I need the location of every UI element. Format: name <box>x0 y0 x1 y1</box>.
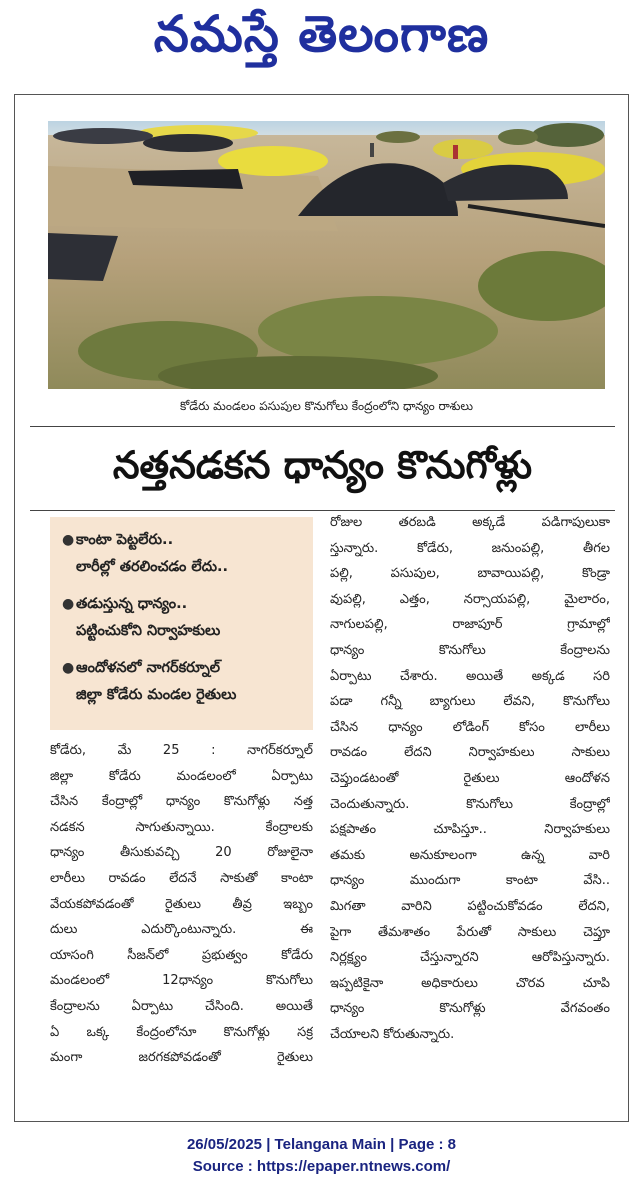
bullet-icon: ● <box>62 532 75 548</box>
highlight-item <box>62 655 307 709</box>
text-line: పడా గన్నీ బ్యాగులు లేవని, కొనుగోలు <box>330 694 610 710</box>
article-headline: నత్తనడకన ధాన్యం కొనుగోళ్లు <box>112 443 533 487</box>
text-line: ఇప్పటికైనా అధికారులు చొరవ చూపి <box>330 975 610 991</box>
text-line: మంగా జరగకపోవడంతో రైతులు <box>50 1050 313 1066</box>
text-line: ధాన్యం ముందుగా కాంటా వేసి.. <box>330 873 610 889</box>
text-line: జిల్లా కోడేరు మండలంలో ఏర్పాటు <box>50 768 313 784</box>
divider-top <box>30 426 615 427</box>
text-line: ధాన్యం కొనుగోళ్లు వేగవంతం <box>330 1001 610 1017</box>
text-line: దులు ఎదుర్కొంటున్నారు. ఈ <box>50 922 313 938</box>
text-line: చేయాలని కోరుతున్నారు. <box>330 1026 455 1042</box>
footer <box>0 1134 643 1178</box>
text-line: చేసిన ధాన్యం లోడింగ్ కోసం లారీలు <box>330 719 610 735</box>
text-line: పైగా తేమశాతం పేరుతో సాకులు చెప్తూ <box>330 924 610 940</box>
text-line: మండలంలో 12ధాన్యం కొనుగోలు <box>50 973 313 989</box>
news-photo <box>48 121 605 389</box>
highlight-line: జిల్లా కోడేరు మండల రైతులు <box>76 687 237 703</box>
text-line: పల్లి, పసుపుల, బావాయిపల్లి, కొండ్రా <box>330 566 610 582</box>
text-line: నిర్లక్ష్యం చేస్తున్నారని ఆరోపిస్తున్నారు. <box>330 950 610 966</box>
bullet-icon: ● <box>62 660 75 676</box>
text-line: రావడం లేదని నిర్వాహకులు సాకులు <box>330 745 610 761</box>
text-line: ధాన్యం తీసుకువచ్చి 20 రోజులైనా <box>50 845 313 861</box>
highlight-line: లారీల్లో తరలించడం లేదు.. <box>76 559 228 575</box>
text-line: యాసంగి సీజన్‌లో ప్రభుత్వం కోడేరు <box>50 947 313 963</box>
masthead-title: నమస్తే తెలంగాణ <box>153 4 490 63</box>
text-line: ధాన్యం కొనుగోలు కేంద్రాలను <box>330 642 610 658</box>
bullet-icon: ● <box>62 596 75 612</box>
text-line: కోడేరు, మే 25 : నాగర్‌కర్నూల్ <box>50 743 313 758</box>
text-line: ఏర్పాటు చేశారు. అయితే అక్కడ సరి <box>330 668 610 684</box>
footer-date-page: 26/05/2025 | Telangana Main | Page : 8 <box>186 1136 457 1153</box>
text-line: వుపల్లి, ఎత్తం, నర్సాయపల్లి, మైలారం, <box>330 591 610 607</box>
highlight-line: ఆందోళనలో నాగర్‌కర్నూల్ <box>76 660 221 676</box>
footer-source: Source : https://epaper.ntnews.com/ <box>192 1158 451 1175</box>
article-column-right <box>330 510 610 1047</box>
highlight-line: తడుస్తున్న ధాన్యం.. <box>76 596 188 612</box>
highlight-item <box>62 591 307 645</box>
text-line: కేంద్రాలను ఏర్పాటు చేసింది. అయితే <box>50 998 313 1014</box>
text-line: చెప్తుండటంతో రైతులు ఆందోళన <box>330 770 610 786</box>
text-line: రోజుల తరబడి అక్కడే పడిగాపులుకా <box>330 515 610 530</box>
text-line: స్తున్నారు. కోడేరు, జనుంపల్లి, తీగల <box>330 540 610 556</box>
text-line: లారీలు రావడం లేదనే సాకుతో కాంటా <box>50 870 313 886</box>
text-line: వేయకపోవడంతో రైతులు తీవ్ర ఇబ్బం <box>50 896 313 912</box>
grain-heaps-image <box>48 121 605 389</box>
text-line: పక్షపాతం చూపిస్తూ.. నిర్వాహకులు <box>330 822 610 838</box>
text-line: చెందుతున్నారు. కొనుగోలు కేంద్రాల్లో <box>330 796 610 812</box>
text-line: నాగులపల్లి, రాజాపూర్ గ్రామాల్లో <box>330 617 610 633</box>
highlight-line: పట్టించుకోని నిర్వాహకులు <box>76 623 221 639</box>
article-column-left <box>50 738 313 1071</box>
text-line: మిగతా వారిని పట్టించుకోవడం లేదని, <box>330 898 610 914</box>
text-line: చేసిన కేంద్రాల్లో ధాన్యం కొనుగోళ్లు నత్త <box>50 794 313 810</box>
text-line: ఏ ఒక్క కేంద్రంలోనూ కొనుగోళ్లు సక్ర <box>50 1024 313 1040</box>
highlights-box <box>50 517 313 730</box>
text-line: తమకు అనుకూలంగా ఉన్న వారి <box>330 847 610 863</box>
text-line: నడకన సాగుతున్నాయి. కేంద్రాలకు <box>50 819 313 835</box>
highlight-line: కాంటా పెట్టలేరు.. <box>76 532 174 548</box>
highlight-item <box>62 527 307 581</box>
photo-caption: కోడేరు మండలం పసుపుల కొనుగోలు కేంద్రంలోని ధాన్యం రాశులు <box>179 399 474 413</box>
